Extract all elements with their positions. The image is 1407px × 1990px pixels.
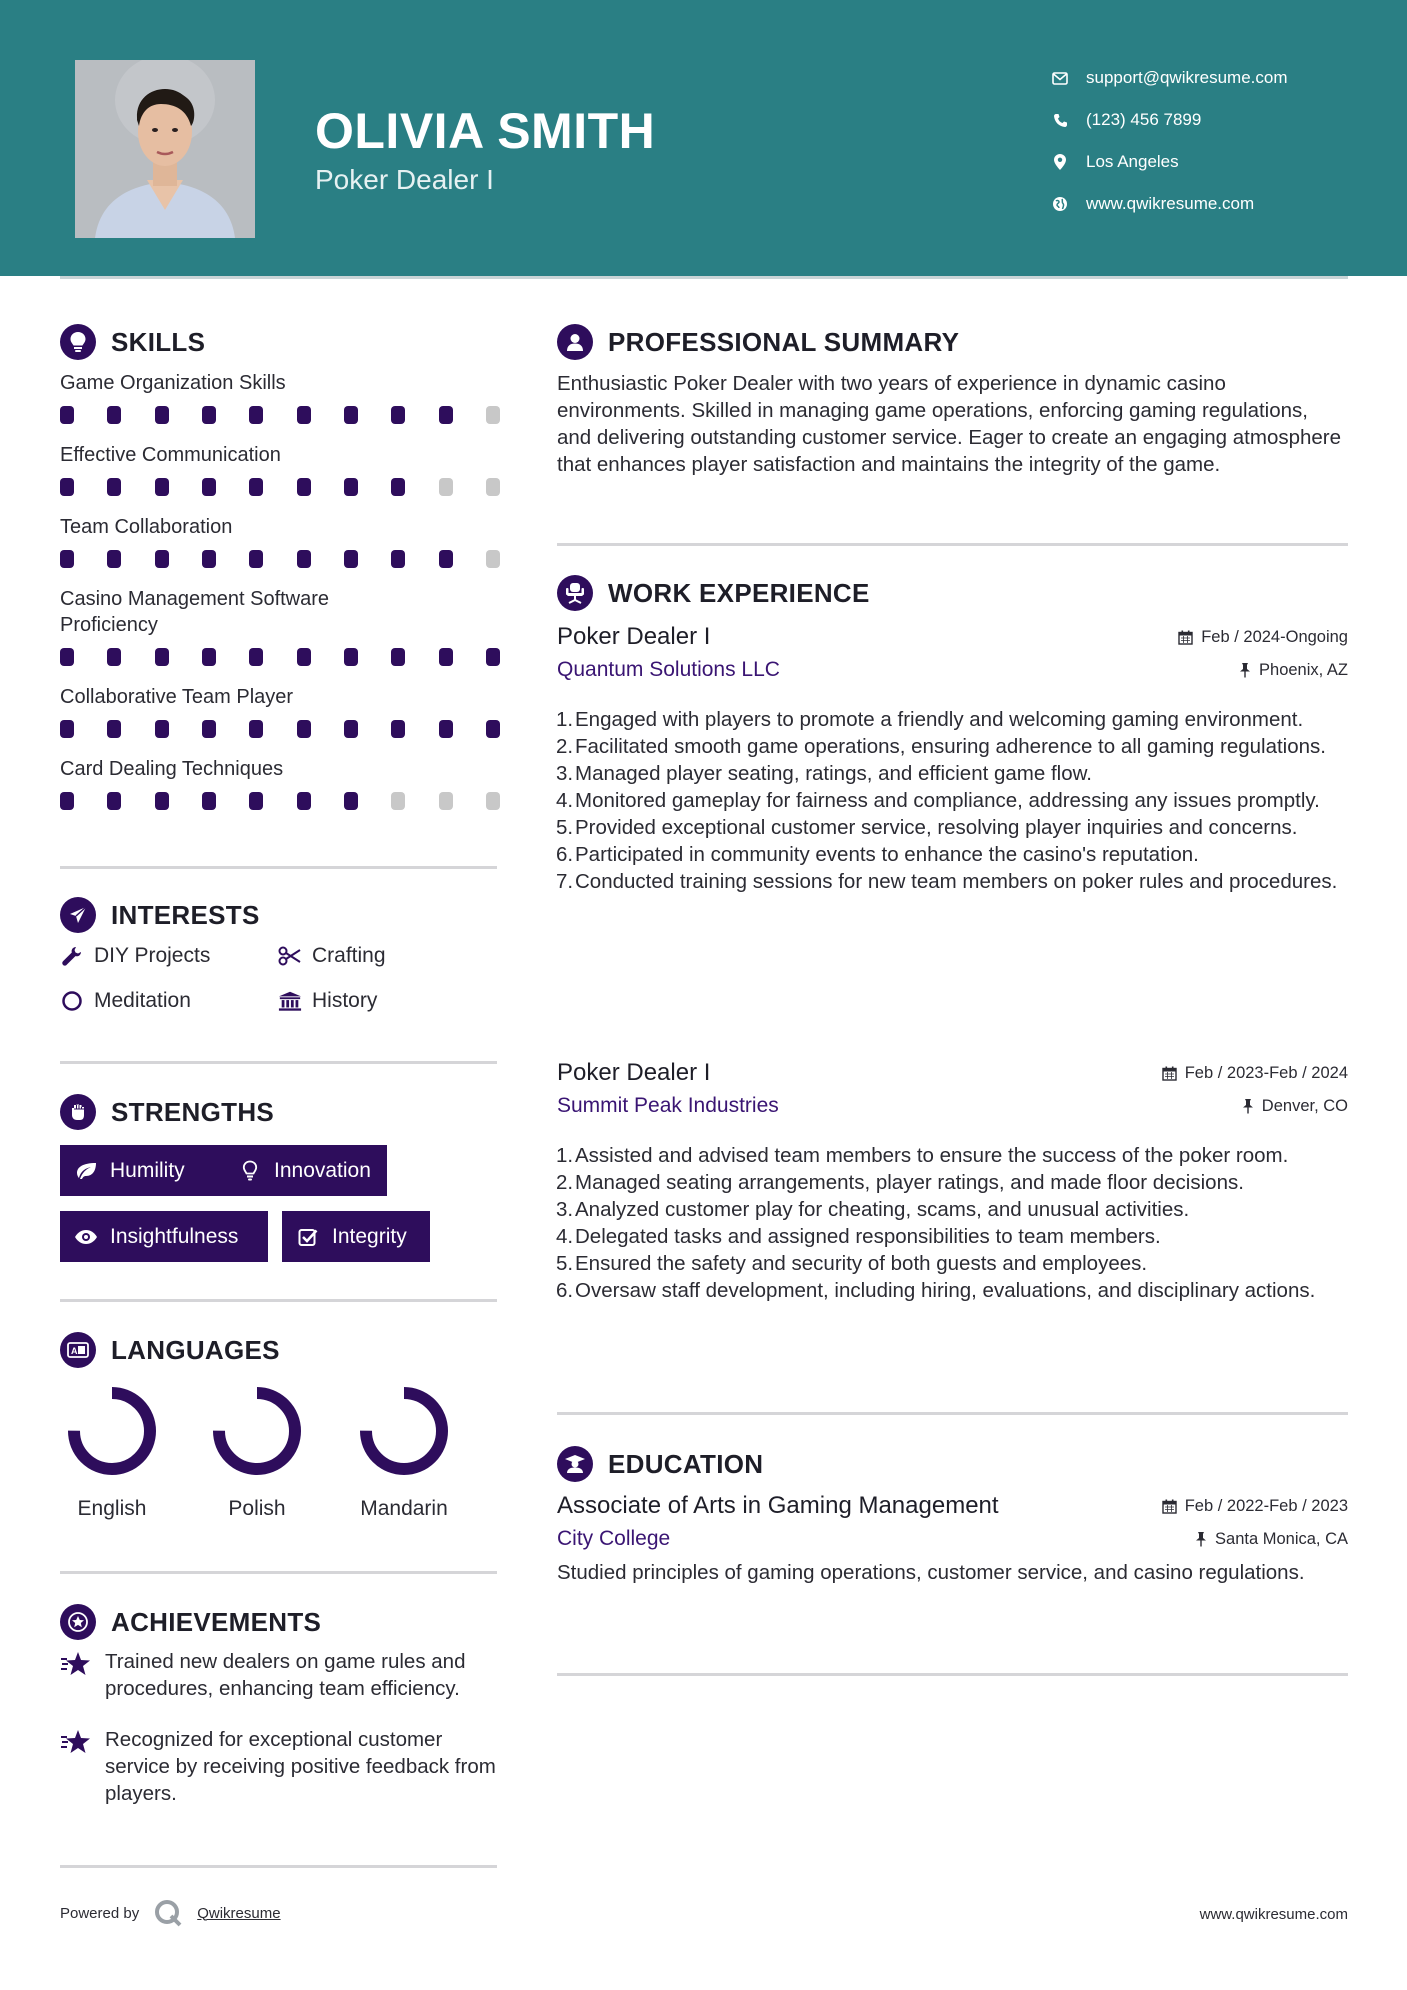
skill-level-dot bbox=[297, 648, 311, 666]
skill-level-dot bbox=[391, 792, 405, 810]
education-entry bbox=[557, 1491, 1348, 1586]
skill-level-dot bbox=[344, 478, 358, 496]
job-bullet: Provided exceptional customer service, resolving player inquiries and concerns. bbox=[575, 816, 1298, 839]
strength-badge bbox=[224, 1145, 387, 1196]
strength-badge bbox=[60, 1145, 225, 1196]
interest-item bbox=[278, 987, 498, 1014]
skill-level-dot bbox=[155, 720, 169, 738]
skill-level-dot bbox=[202, 406, 216, 424]
job-bullet: Participated in community events to enhance the casino's reputation. bbox=[575, 843, 1199, 866]
job-role: Poker Dealer I bbox=[557, 623, 711, 650]
job-bullet: Facilitated smooth game operations, ensuring adherence to all gaming regulations. bbox=[575, 735, 1326, 758]
job-bullet: Ensured the safety and security of both guests and employees. bbox=[575, 1252, 1148, 1275]
job-company: Summit Peak Industries bbox=[557, 1094, 779, 1117]
achievements-list bbox=[60, 1648, 500, 1831]
skill-name: Card Dealing Techniques bbox=[60, 758, 284, 780]
job-bullet: Delegated tasks and assigned responsibilities to team members. bbox=[575, 1225, 1161, 1248]
skill-level-dot bbox=[344, 792, 358, 810]
language-item bbox=[344, 1383, 464, 1521]
divider bbox=[60, 1061, 497, 1064]
graduate-icon bbox=[557, 1446, 593, 1482]
job-location-text: Phoenix, AZ bbox=[1259, 660, 1348, 679]
job-entry bbox=[557, 622, 1348, 895]
svg-text:A: A bbox=[71, 1346, 78, 1356]
contact-email-text: support@qwikresume.com bbox=[1086, 68, 1288, 87]
skill-item bbox=[60, 514, 500, 578]
skill-level-dot bbox=[344, 648, 358, 666]
footer-website[interactable]: www.qwikresume.com bbox=[1199, 1906, 1348, 1923]
qwikresume-logo-icon bbox=[153, 1898, 183, 1928]
skill-level-dot bbox=[202, 792, 216, 810]
section-title: STRENGTHS bbox=[111, 1096, 275, 1127]
section-title: PROFESSIONAL SUMMARY bbox=[608, 326, 960, 357]
footer-powered bbox=[60, 1898, 281, 1928]
job-location-text: Denver, CO bbox=[1261, 1096, 1348, 1115]
pushpin-icon bbox=[1242, 1098, 1254, 1114]
interest-item bbox=[60, 987, 278, 1014]
eye-icon bbox=[74, 1225, 98, 1249]
strength-label: Integrity bbox=[332, 1224, 407, 1248]
scissors-icon bbox=[278, 944, 302, 968]
interests-heading bbox=[60, 897, 260, 933]
skill-name: Effective Communication bbox=[60, 444, 281, 466]
job-entry bbox=[557, 1058, 1348, 1304]
skill-level-dot bbox=[202, 550, 216, 568]
skill-name: Team Collaboration bbox=[60, 516, 233, 538]
calendar-icon bbox=[1162, 1499, 1177, 1514]
skill-level-dot bbox=[486, 648, 500, 666]
skill-level-dot bbox=[391, 406, 405, 424]
achievements-heading bbox=[60, 1604, 321, 1640]
contact-website[interactable] bbox=[1050, 183, 1370, 225]
job-location bbox=[1242, 1097, 1348, 1116]
job-bullet: Monitored gameplay for fairness and compliance, addressing any issues promptly. bbox=[575, 789, 1320, 812]
skill-level-dots bbox=[60, 468, 500, 506]
language-level-ring bbox=[356, 1383, 452, 1479]
candidate-title: Poker Dealer I bbox=[315, 164, 494, 195]
skill-level-dots bbox=[60, 540, 500, 578]
skill-level-dot bbox=[344, 406, 358, 424]
school-name: City College bbox=[557, 1527, 671, 1550]
job-bullet: Assisted and advised team members to ensure the success of the poker room. bbox=[575, 1144, 1289, 1167]
skill-level-dot bbox=[107, 648, 121, 666]
check-square-icon bbox=[296, 1225, 320, 1249]
job-dates bbox=[1162, 1064, 1348, 1083]
interest-item bbox=[60, 942, 278, 969]
phone-icon bbox=[1050, 110, 1070, 130]
job-dates bbox=[1178, 628, 1348, 647]
divider bbox=[557, 543, 1348, 546]
lightbulb-icon bbox=[60, 324, 96, 360]
skill-level-dot bbox=[107, 406, 121, 424]
job-bullets bbox=[557, 1142, 1348, 1304]
skill-level-dot bbox=[202, 648, 216, 666]
skill-level-dot bbox=[439, 406, 453, 424]
skill-level-dot bbox=[107, 478, 121, 496]
skill-level-dot bbox=[60, 550, 74, 568]
divider bbox=[60, 1299, 497, 1302]
job-bullet: Managed player seating, ratings, and efficient game flow. bbox=[575, 762, 1092, 785]
skill-level-dot bbox=[60, 792, 74, 810]
contact-location bbox=[1050, 141, 1370, 183]
skill-level-dot bbox=[391, 720, 405, 738]
calendar-icon bbox=[1162, 1066, 1177, 1081]
skill-level-dot bbox=[486, 720, 500, 738]
achievement-item bbox=[60, 1726, 500, 1807]
language-level-arc bbox=[219, 1393, 295, 1469]
skill-name: Casino Management Software Proficiency bbox=[60, 588, 330, 636]
summary-heading bbox=[557, 324, 959, 360]
strength-badge bbox=[60, 1211, 268, 1262]
lightbulb-icon bbox=[238, 1159, 262, 1183]
job-company: Quantum Solutions LLC bbox=[557, 658, 780, 681]
skill-level-dot bbox=[439, 550, 453, 568]
language-name: Polish bbox=[228, 1497, 286, 1520]
achievement-text: Recognized for exceptional customer service by receiving positive feedback from players. bbox=[105, 1728, 496, 1805]
star-badge-icon bbox=[60, 1604, 96, 1640]
circle-icon bbox=[60, 989, 84, 1013]
contact-website-text: www.qwikresume.com bbox=[1086, 194, 1255, 213]
skill-level-dot bbox=[107, 792, 121, 810]
candidate-name: OLIVIA SMITH bbox=[315, 103, 656, 159]
section-title: LANGUAGES bbox=[111, 1334, 280, 1365]
strength-label: Innovation bbox=[274, 1158, 371, 1182]
resume-header bbox=[0, 0, 1407, 276]
skill-level-dots bbox=[60, 638, 500, 676]
skill-level-dot bbox=[486, 406, 500, 424]
job-bullet: Oversaw staff development, including hiring, evaluations, and disciplinary actions. bbox=[575, 1279, 1316, 1302]
skill-level-dot bbox=[249, 648, 263, 666]
skill-item bbox=[60, 370, 500, 434]
job-dates-text: Feb / 2024-Ongoing bbox=[1201, 627, 1348, 646]
envelope-icon bbox=[1050, 68, 1070, 88]
skill-level-dot bbox=[60, 478, 74, 496]
office-chair-icon bbox=[557, 575, 593, 611]
divider bbox=[60, 1865, 497, 1868]
skill-level-dot bbox=[249, 792, 263, 810]
job-bullet: Managed seating arrangements, player ratings, and made floor decisions. bbox=[575, 1171, 1244, 1194]
language-name: Mandarin bbox=[360, 1497, 448, 1520]
skills-heading bbox=[60, 324, 205, 360]
contact-list bbox=[1050, 57, 1370, 225]
skill-name: Game Organization Skills bbox=[60, 372, 286, 394]
skill-level-dot bbox=[439, 720, 453, 738]
language-level-ring bbox=[209, 1383, 305, 1479]
skill-level-dot bbox=[391, 550, 405, 568]
language-level-arc bbox=[74, 1393, 150, 1469]
language-level-ring bbox=[64, 1383, 160, 1479]
summary-text: Enthusiastic Poker Dealer with two years of experience in dynamic casino environments. Skilled in managing game operations, enforcing gaming regulations, and delivering outstanding customer service. Eager to create an engaging atmosphere that enhances player satisfaction and maintains the integrity of the game. bbox=[557, 372, 1342, 476]
degree-title: Associate of Arts in Gaming Management bbox=[557, 1492, 999, 1519]
header-divider bbox=[60, 276, 1348, 279]
education-location-text: Santa Monica, CA bbox=[1215, 1529, 1348, 1548]
skill-level-dot bbox=[249, 478, 263, 496]
skill-level-dot bbox=[155, 792, 169, 810]
skill-level-dot bbox=[391, 478, 405, 496]
map-pin-icon bbox=[1050, 152, 1070, 172]
skill-level-dot bbox=[60, 406, 74, 424]
strength-badge bbox=[282, 1211, 430, 1262]
section-title: ACHIEVEMENTS bbox=[111, 1606, 322, 1637]
skill-level-dots bbox=[60, 782, 500, 820]
skill-level-dot bbox=[60, 648, 74, 666]
skill-level-dot bbox=[297, 792, 311, 810]
paper-plane-icon bbox=[60, 897, 96, 933]
skill-level-dot bbox=[486, 478, 500, 496]
globe-icon bbox=[1050, 194, 1070, 214]
skill-level-dot bbox=[344, 720, 358, 738]
skill-level-dot bbox=[107, 550, 121, 568]
fist-icon bbox=[60, 1094, 96, 1130]
skill-level-dot bbox=[297, 720, 311, 738]
star-icon bbox=[60, 1650, 92, 1678]
calendar-icon bbox=[1178, 630, 1193, 645]
job-role: Poker Dealer I bbox=[557, 1059, 711, 1086]
section-title: EDUCATION bbox=[608, 1448, 764, 1479]
section-title: SKILLS bbox=[111, 326, 206, 357]
contact-location-text: Los Angeles bbox=[1086, 152, 1179, 171]
contact-phone[interactable] bbox=[1050, 99, 1370, 141]
skill-level-dot bbox=[60, 720, 74, 738]
job-location bbox=[1239, 661, 1348, 680]
skill-item bbox=[60, 684, 500, 748]
language-name: English bbox=[77, 1497, 147, 1520]
skill-level-dot bbox=[155, 406, 169, 424]
divider bbox=[557, 1412, 1348, 1415]
brand-link[interactable]: Qwikresume bbox=[197, 1904, 281, 1922]
language-level-arc bbox=[366, 1393, 442, 1469]
skill-level-dot bbox=[391, 648, 405, 666]
skill-level-dot bbox=[297, 550, 311, 568]
skill-level-dots bbox=[60, 396, 500, 434]
job-bullet: Engaged with players to promote a friendly and welcoming gaming environment. bbox=[575, 708, 1304, 731]
job-dates-text: Feb / 2023-Feb / 2024 bbox=[1184, 1063, 1348, 1082]
interest-item bbox=[278, 942, 498, 969]
skill-level-dot bbox=[202, 720, 216, 738]
leaf-icon bbox=[74, 1159, 98, 1183]
pushpin-icon bbox=[1195, 1531, 1207, 1547]
skill-level-dot bbox=[344, 550, 358, 568]
experience-heading bbox=[557, 575, 870, 611]
divider bbox=[60, 866, 497, 869]
contact-email[interactable] bbox=[1050, 57, 1370, 99]
pushpin-icon bbox=[1239, 662, 1251, 678]
skill-item bbox=[60, 586, 500, 676]
strengths-heading bbox=[60, 1094, 274, 1130]
skill-level-dot bbox=[249, 550, 263, 568]
education-dates bbox=[1162, 1497, 1348, 1516]
education-description: Studied principles of gaming operations, customer service, and casino regulations. bbox=[557, 1561, 1305, 1584]
skill-level-dot bbox=[155, 478, 169, 496]
skill-level-dot bbox=[155, 550, 169, 568]
skill-level-dot bbox=[439, 792, 453, 810]
skill-item bbox=[60, 442, 500, 506]
divider bbox=[557, 1673, 1348, 1676]
contact-phone-text: (123) 456 7899 bbox=[1086, 110, 1202, 129]
skill-level-dot bbox=[297, 478, 311, 496]
languages-list bbox=[60, 1383, 500, 1533]
skill-level-dot bbox=[439, 478, 453, 496]
section-title: WORK EXPERIENCE bbox=[608, 577, 870, 608]
skill-level-dot bbox=[155, 648, 169, 666]
star-icon bbox=[60, 1728, 92, 1756]
section-title: INTERESTS bbox=[111, 899, 260, 930]
skill-level-dot bbox=[202, 478, 216, 496]
interests-list bbox=[60, 942, 500, 1014]
skill-level-dot bbox=[107, 720, 121, 738]
skill-level-dot bbox=[486, 792, 500, 810]
bank-icon bbox=[278, 989, 302, 1013]
interest-label: Crafting bbox=[312, 943, 386, 967]
strength-label: Humility bbox=[110, 1158, 185, 1182]
education-dates-text: Feb / 2022-Feb / 2023 bbox=[1184, 1496, 1348, 1515]
divider bbox=[60, 1571, 497, 1574]
interest-label: History bbox=[312, 988, 378, 1012]
skill-level-dot bbox=[439, 648, 453, 666]
achievement-text: Trained new dealers on game rules and procedures, enhancing team efficiency. bbox=[105, 1650, 466, 1700]
job-bullet: Analyzed customer play for cheating, scams, and unusual activities. bbox=[575, 1198, 1190, 1221]
user-icon bbox=[557, 324, 593, 360]
language-icon bbox=[60, 1332, 96, 1368]
strength-label: Insightfulness bbox=[110, 1224, 239, 1248]
language-item bbox=[52, 1383, 172, 1521]
skill-level-dot bbox=[297, 406, 311, 424]
skill-level-dots bbox=[60, 710, 500, 748]
interest-label: DIY Projects bbox=[94, 943, 211, 967]
skill-level-dot bbox=[249, 720, 263, 738]
language-item bbox=[197, 1383, 317, 1521]
profile-photo bbox=[75, 60, 255, 238]
skill-level-dot bbox=[486, 550, 500, 568]
skills-list bbox=[60, 370, 500, 828]
job-bullets bbox=[557, 706, 1348, 895]
skill-name: Collaborative Team Player bbox=[60, 686, 294, 708]
education-location bbox=[1195, 1530, 1348, 1549]
wrench-icon bbox=[60, 944, 84, 968]
education-heading bbox=[557, 1446, 763, 1482]
achievement-item bbox=[60, 1648, 500, 1702]
skill-item bbox=[60, 756, 500, 820]
languages-heading bbox=[60, 1332, 280, 1368]
powered-by-text: Powered by bbox=[60, 1904, 140, 1922]
skill-level-dot bbox=[249, 406, 263, 424]
interest-label: Meditation bbox=[94, 988, 191, 1012]
job-bullet: Conducted training sessions for new team members on poker rules and procedures. bbox=[575, 870, 1338, 893]
